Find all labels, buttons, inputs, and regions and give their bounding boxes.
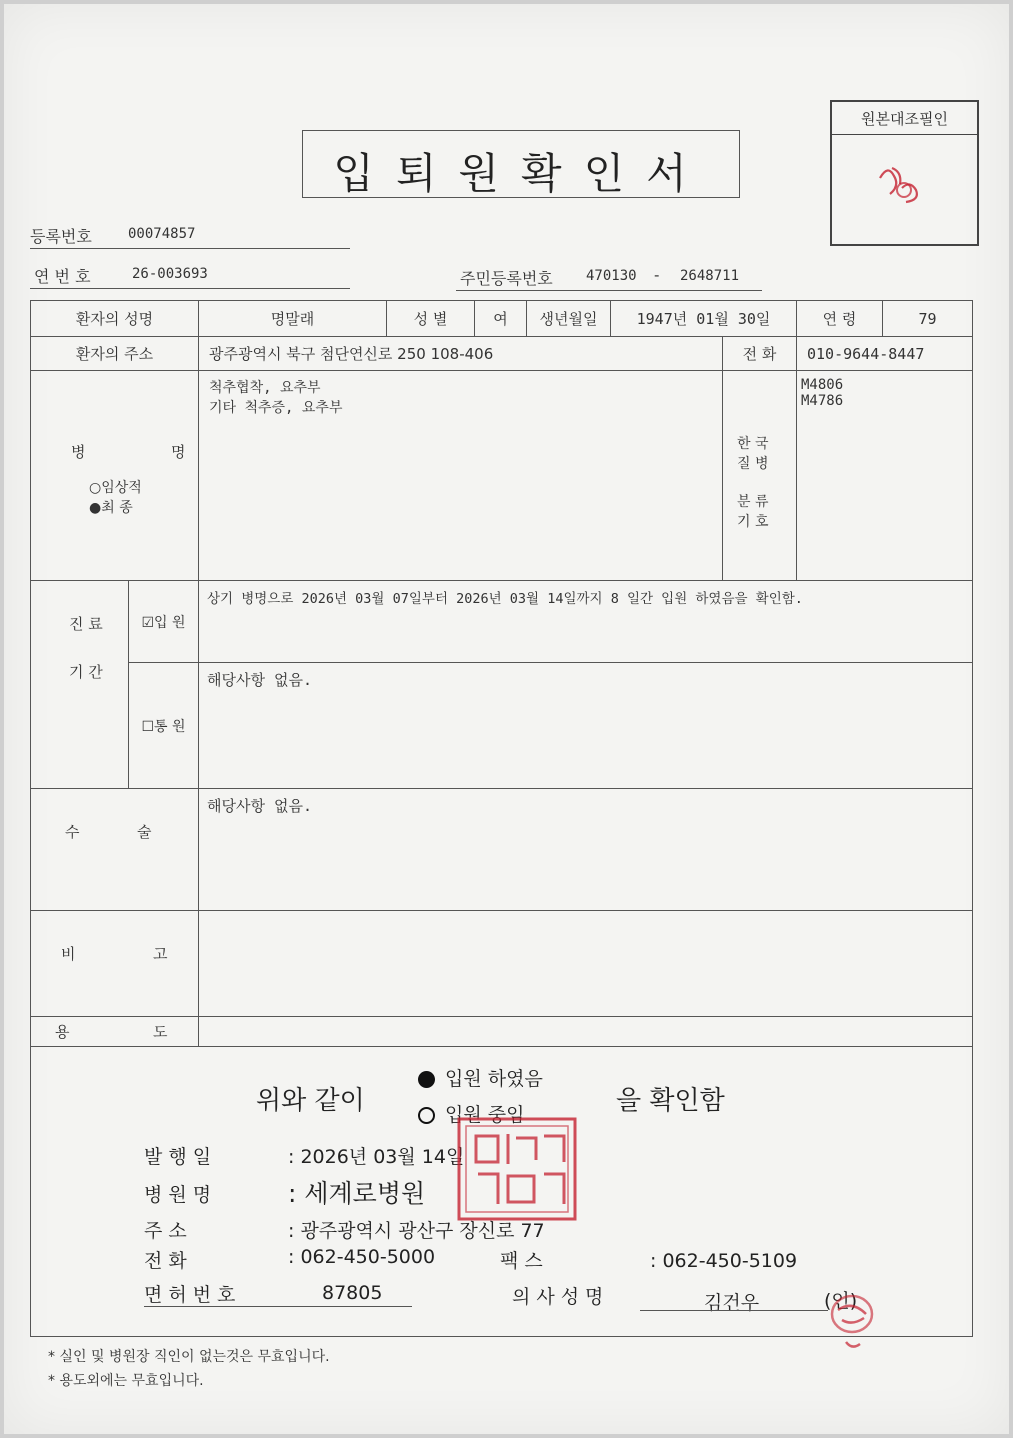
serial-label: 연 번 호 xyxy=(34,267,91,286)
license-value: 87805 xyxy=(322,1282,383,1304)
diagnosis-row xyxy=(31,371,973,581)
outpatient-row xyxy=(31,663,973,789)
kcd-label-1: 한 국 xyxy=(737,436,769,452)
address-row xyxy=(31,337,973,371)
address-label: 환자의 주소 xyxy=(31,337,199,371)
diagnosis-label-a: 병 xyxy=(71,443,86,461)
remarks-text xyxy=(199,911,973,1017)
resident-id-back: 2648711 xyxy=(680,268,740,284)
hospital-address-text: 광주광역시 광산구 장신로 77 xyxy=(300,1220,545,1242)
divider xyxy=(640,1310,828,1311)
purpose-label-b: 도 xyxy=(153,1023,168,1041)
purpose-label-a: 용 xyxy=(55,1023,70,1041)
option-final: ●최 종 xyxy=(89,500,133,516)
resident-id-front: 470130 xyxy=(586,268,637,284)
confirm-suffix: 을 확인함 xyxy=(616,1086,725,1116)
diagnosis-label-b: 명 xyxy=(171,443,186,461)
birth-value: 1947년 01월 30일 xyxy=(611,301,797,337)
original-verification-label: 원본대조필인 xyxy=(861,110,948,128)
divider xyxy=(30,288,350,289)
kcd-label-cell xyxy=(723,371,797,581)
kcd-label-3: 분 류 xyxy=(737,494,769,510)
divider xyxy=(30,248,350,249)
hospital-seal-icon xyxy=(456,1116,578,1222)
surgery-label-a: 수 xyxy=(65,823,80,841)
treatment-period-label-cell xyxy=(31,581,129,789)
diagnosis-line: 기타 척추증, 요추부 xyxy=(209,400,343,416)
diagnosis-label-cell xyxy=(31,371,199,581)
resident-id-dash: - xyxy=(654,266,660,284)
treatment-period-label-2: 기 간 xyxy=(69,663,103,681)
hospital-address-value: : 광주광역시 광산구 장신로 77 xyxy=(288,1220,545,1242)
registration-value: 00074857 xyxy=(128,226,196,242)
divider xyxy=(144,1306,412,1307)
footnote: * 용도외에는 무효입니다. xyxy=(48,1373,204,1389)
doctor-label: 의사성명 xyxy=(512,1286,610,1308)
sex-value: 여 xyxy=(475,301,527,337)
confirm-option-admitted[interactable] xyxy=(418,1064,543,1091)
fax-text: 062-450-5109 xyxy=(662,1250,798,1272)
surgery-text: 해당사항 없음. xyxy=(199,789,973,911)
doctor-seal-icon xyxy=(822,1286,882,1362)
surgery-label-b: 술 xyxy=(137,823,152,841)
serial-value: 26-003693 xyxy=(132,266,208,282)
radio-empty-icon xyxy=(418,1107,435,1124)
kcd-label-4: 기 호 xyxy=(737,514,769,530)
registration-label: 등록번호 xyxy=(30,227,92,246)
remarks-row xyxy=(31,911,973,1017)
purpose-label-cell xyxy=(31,1017,199,1047)
hospital-name-text: 세계로병원 xyxy=(304,1179,426,1208)
fax-value: : 062-450-5109 xyxy=(650,1250,798,1272)
resident-id-label: 주민등록번호 xyxy=(460,269,553,288)
remarks-label-cell xyxy=(31,911,199,1017)
kcd-label-2: 질 병 xyxy=(737,456,769,472)
age-label: 연 령 xyxy=(797,301,883,337)
diagnosis-text-cell xyxy=(199,371,723,581)
purpose-text xyxy=(199,1017,973,1047)
sex-label: 성 별 xyxy=(387,301,475,337)
issue-date-text: 2026년 03월 14일 xyxy=(300,1146,465,1168)
original-verification-box xyxy=(830,100,979,246)
license-label: 면허번호 xyxy=(144,1284,242,1306)
remarks-label-b: 고 xyxy=(153,945,168,963)
document-title: 입퇴원확인서 xyxy=(333,149,709,198)
address-value: 광주광역시 북구 첨단연신로 250 108-406 xyxy=(199,337,723,371)
issue-date-label-text: 발 행 일 xyxy=(144,1146,212,1168)
purpose-row xyxy=(31,1017,973,1047)
patient-name-value: 명말래 xyxy=(199,301,387,337)
hospital-phone-label: 전 화 xyxy=(144,1250,187,1272)
fax-label: 팩 스 xyxy=(500,1250,543,1272)
hospital-phone-text: 062-450-5000 xyxy=(300,1246,436,1268)
issue-date-label xyxy=(144,1142,282,1169)
kcd-code-cell xyxy=(797,371,973,581)
hospital-label: 병 원 명 xyxy=(144,1184,212,1206)
doctor-value: 김건우 xyxy=(704,1292,760,1314)
doctor-seal-suffix: (인) xyxy=(824,1290,858,1312)
diagnosis-line: 척추협착, 요추부 xyxy=(209,380,321,396)
surgery-label-cell xyxy=(31,789,199,911)
remarks-label-a: 비 xyxy=(61,945,76,963)
kcd-code: M4806 xyxy=(801,377,844,393)
patient-name-label: 환자의 성명 xyxy=(31,301,199,337)
issue-date-value: : 2026년 03월 14일 xyxy=(288,1146,465,1168)
outpatient-checkbox[interactable]: ☐통 원 xyxy=(129,663,199,789)
inpatient-checkbox[interactable]: ☑입 원 xyxy=(129,581,199,663)
divider xyxy=(456,290,762,291)
inpatient-text: 상기 병명으로 2026년 03월 07일부터 2026년 03월 14일까지 8 일간 입원 하였음을 확인함. xyxy=(199,581,973,663)
treatment-period-label-1: 진 료 xyxy=(69,615,103,633)
hospital-address-label: 주 소 xyxy=(144,1220,187,1242)
divider xyxy=(832,134,977,135)
patient-name-row xyxy=(31,301,973,337)
confirm-prefix: 위와 같이 xyxy=(256,1086,365,1116)
hospital-value: : 세계로병원 xyxy=(288,1179,426,1208)
radio-filled-icon xyxy=(418,1071,435,1088)
document-paper xyxy=(4,4,1009,1434)
age-value: 79 xyxy=(883,301,973,337)
phone-value: 010-9644-8447 xyxy=(797,337,973,371)
hospital-phone-value: : 062-450-5000 xyxy=(288,1246,436,1268)
birth-label: 생년월일 xyxy=(527,301,611,337)
footnote: * 실인 및 병원장 직인이 없는것은 무효입니다. xyxy=(48,1349,330,1365)
inpatient-row xyxy=(31,581,973,663)
verification-seal-icon xyxy=(832,138,977,238)
surgery-row xyxy=(31,789,973,911)
option-clinical: ○임상적 xyxy=(89,480,142,496)
confirm-option-admitted-label: 입원 하였음 xyxy=(445,1068,543,1090)
confirm-option-inpatient-label: 입원 중임 xyxy=(445,1104,525,1126)
title-box xyxy=(302,130,740,198)
phone-label: 전 화 xyxy=(723,337,797,371)
kcd-code: M4786 xyxy=(801,393,844,409)
outpatient-text: 해당사항 없음. xyxy=(199,663,973,789)
